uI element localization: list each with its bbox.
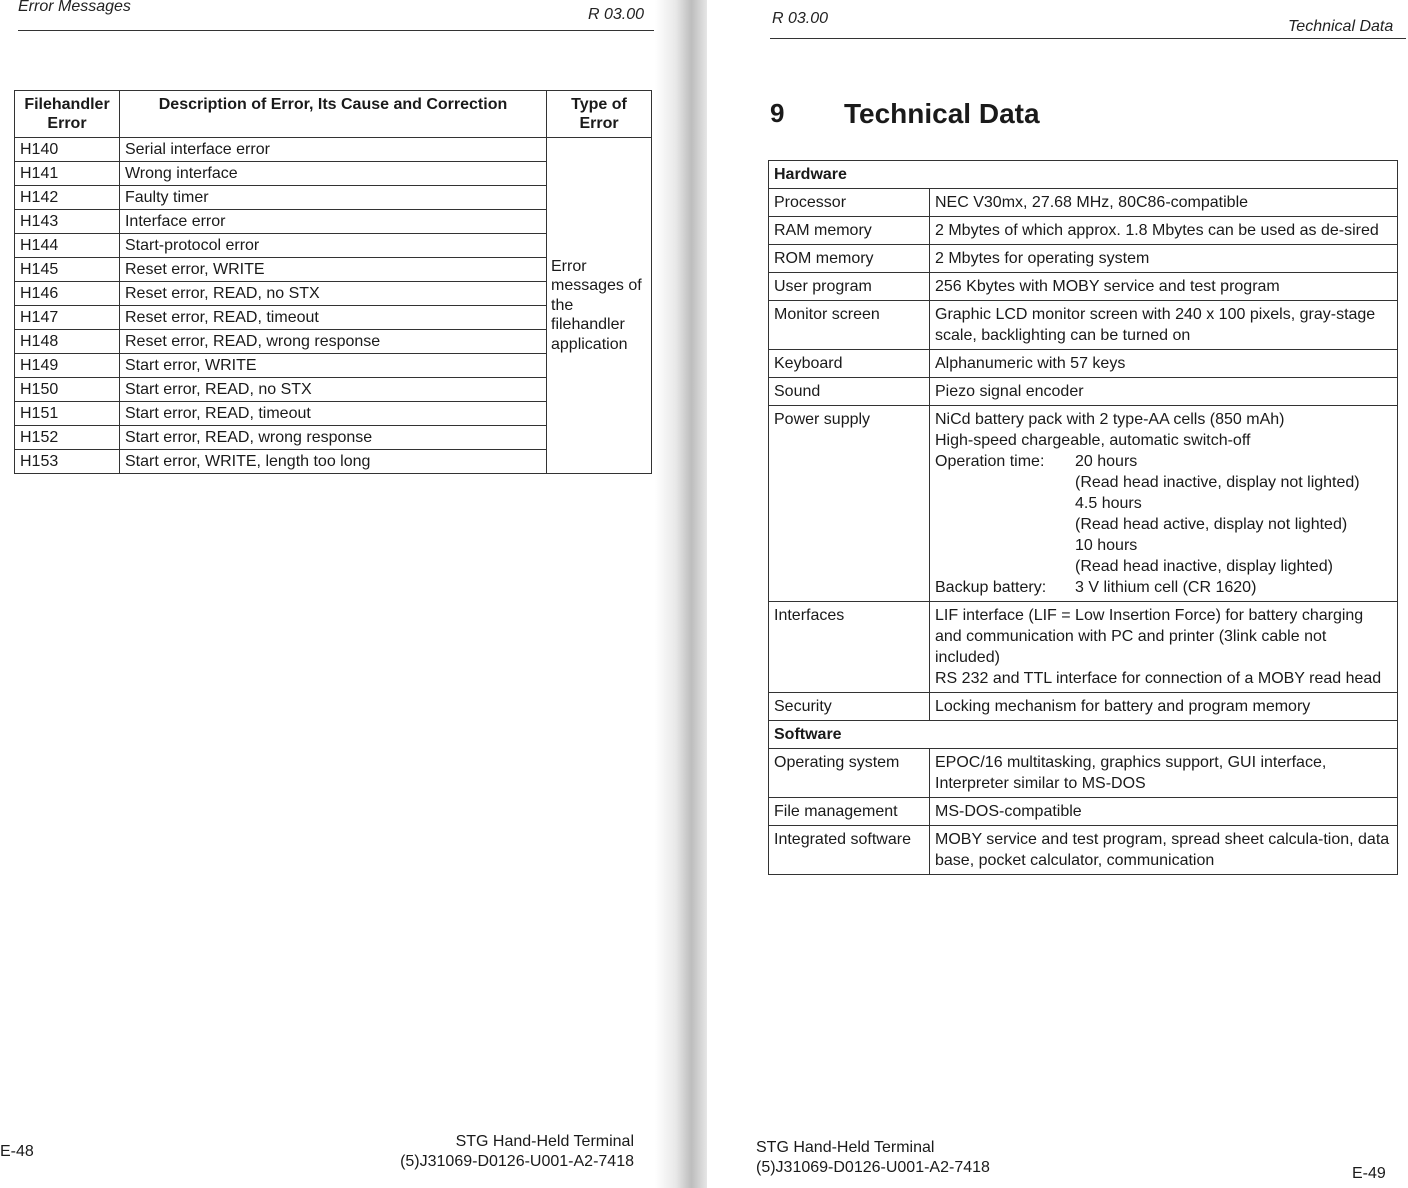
- page-number: E-48: [0, 1143, 34, 1160]
- right-page: [700, 0, 1408, 1188]
- footer-order-number: (5)J31069-D0126-U001-A2-7418: [756, 1159, 990, 1176]
- row-key: Security: [769, 693, 930, 721]
- interface-line: LIF interface (LIF = Low Insertion Force) for battery charging and communication with PC and printer (3link cable not included): [935, 607, 1364, 666]
- row-key: Processor: [769, 189, 930, 217]
- operation-time-value: 4.5 hours: [1075, 495, 1142, 512]
- error-code: H148: [15, 330, 120, 354]
- backup-battery-value: 3 V lithium cell (CR 1620): [1075, 579, 1257, 596]
- error-code: H147: [15, 306, 120, 330]
- operation-time-note: (Read head active, display not lighted): [1075, 516, 1348, 533]
- error-code: H146: [15, 282, 120, 306]
- error-code: H142: [15, 186, 120, 210]
- footer-product: STG Hand-Held Terminal: [756, 1139, 935, 1156]
- interface-line: RS 232 and TTL interface for connection of a MOBY read head: [935, 670, 1382, 687]
- operation-time: [935, 451, 1392, 472]
- col-header-type: Type of Error: [547, 91, 652, 138]
- table-row: [769, 245, 1398, 273]
- left-page: [0, 0, 660, 1188]
- row-value: MS-DOS-compatible: [930, 798, 1398, 826]
- operation-time-value: 20 hours: [1075, 453, 1138, 470]
- error-type: Error messages of the filehandler application: [547, 138, 652, 474]
- row-key: Monitor screen: [769, 301, 930, 350]
- error-description: Faulty timer: [119, 186, 546, 210]
- error-code: H141: [15, 162, 120, 186]
- error-description: Reset error, READ, wrong response: [119, 330, 546, 354]
- row-key: RAM memory: [769, 217, 930, 245]
- chapter-number: 9: [770, 98, 785, 128]
- error-description: Reset error, WRITE: [119, 258, 546, 282]
- table-row: [769, 301, 1398, 350]
- operation-time-label: Operation time:: [935, 453, 1045, 470]
- section-row-hardware: [769, 161, 1398, 189]
- error-code: H150: [15, 378, 120, 402]
- row-value: Locking mechanism for battery and program memory: [930, 693, 1398, 721]
- row-key: Keyboard: [769, 350, 930, 378]
- table-row: [769, 189, 1398, 217]
- error-code: H140: [15, 138, 120, 162]
- hardware-rows: [769, 189, 1398, 406]
- row-value: EPOC/16 multitasking, graphics support, GUI interface, Interpreter similar to MS-DOS: [930, 749, 1398, 798]
- error-code: H151: [15, 402, 120, 426]
- error-description: Start error, WRITE: [119, 354, 546, 378]
- row-value-power-supply: [930, 406, 1398, 602]
- row-value: Alphanumeric with 57 keys: [930, 350, 1398, 378]
- header-rule: [770, 38, 1406, 39]
- backup-battery-label: Backup battery:: [935, 579, 1047, 596]
- row-key: Sound: [769, 378, 930, 406]
- operation-time-note: (Read head inactive, display lighted): [1075, 558, 1333, 575]
- error-code: H152: [15, 426, 120, 450]
- row-value: Graphic LCD monitor screen with 240 x 100 pixels, gray-stage scale, backlighting can be turned on: [930, 301, 1398, 350]
- operation-time-note: (Read head inactive, display not lighted): [1075, 474, 1360, 491]
- error-description: Start-protocol error: [119, 234, 546, 258]
- row-value: Piezo signal encoder: [930, 378, 1398, 406]
- table-row: [769, 826, 1398, 875]
- table-row-security: [769, 693, 1398, 721]
- error-code: H145: [15, 258, 120, 282]
- row-key: Power supply: [769, 406, 930, 602]
- error-description: Serial interface error: [119, 138, 546, 162]
- row-key: Operating system: [769, 749, 930, 798]
- error-table-header: [15, 91, 652, 138]
- running-header-revision: R 03.00: [772, 10, 829, 27]
- table-row-interfaces: [769, 602, 1398, 693]
- row-key: User program: [769, 273, 930, 301]
- error-table: [14, 90, 652, 474]
- section-hardware: Hardware: [769, 161, 1398, 189]
- error-code: H143: [15, 210, 120, 234]
- error-code: H153: [15, 450, 120, 474]
- row-value: 2 Mbytes for operating system: [930, 245, 1398, 273]
- table-row: [15, 138, 652, 162]
- power-line: High-speed chargeable, automatic switch-off: [935, 432, 1251, 449]
- chapter-title: Technical Data: [844, 98, 1040, 129]
- table-row: [769, 273, 1398, 301]
- header-rule: [18, 30, 654, 31]
- row-value: NEC V30mx, 27.68 MHz, 80C86-compatible: [930, 189, 1398, 217]
- row-key: Integrated software: [769, 826, 930, 875]
- power-line: NiCd battery pack with 2 type-AA cells (850 mAh): [935, 411, 1285, 428]
- operation-time-value: 10 hours: [1075, 537, 1138, 554]
- running-header-title: Error Messages: [18, 0, 131, 15]
- error-description: Reset error, READ, timeout: [119, 306, 546, 330]
- error-table-body: [15, 138, 652, 474]
- table-row-power-supply: [769, 406, 1398, 602]
- page-number: E-49: [1352, 1165, 1386, 1182]
- software-rows: [769, 749, 1398, 875]
- section-row-software: [769, 721, 1398, 749]
- table-row: [769, 798, 1398, 826]
- running-header-title: Technical Data: [1288, 18, 1394, 35]
- row-value: 2 Mbytes of which approx. 1.8 Mbytes can be used as de-sired: [930, 217, 1398, 245]
- footer-product: STG Hand-Held Terminal: [455, 1133, 634, 1150]
- footer-block: [392, 1132, 634, 1172]
- section-software: Software: [769, 721, 1398, 749]
- row-key: File management: [769, 798, 930, 826]
- technical-data-table: [768, 160, 1398, 875]
- row-key: ROM memory: [769, 245, 930, 273]
- table-row: [769, 217, 1398, 245]
- error-description: Start error, WRITE, length too long: [119, 450, 546, 474]
- error-description: Start error, READ, wrong response: [119, 426, 546, 450]
- error-description: Start error, READ, timeout: [119, 402, 546, 426]
- error-description: Interface error: [119, 210, 546, 234]
- backup-battery: [935, 577, 1392, 598]
- row-value: 256 Kbytes with MOBY service and test program: [930, 273, 1398, 301]
- footer-order-number: (5)J31069-D0126-U001-A2-7418: [400, 1153, 634, 1170]
- col-header-code: Filehandler Error: [15, 91, 120, 138]
- footer-block: [756, 1138, 990, 1178]
- error-code: H144: [15, 234, 120, 258]
- table-row: [769, 378, 1398, 406]
- table-row: [769, 749, 1398, 798]
- row-value: MOBY service and test program, spread sheet calcula-tion, data base, pocket calculator, communication: [930, 826, 1398, 875]
- row-value-interfaces: [930, 602, 1398, 693]
- error-code: H149: [15, 354, 120, 378]
- error-description: Reset error, READ, no STX: [119, 282, 546, 306]
- col-header-description: Description of Error, Its Cause and Correction: [119, 91, 546, 138]
- error-description: Start error, READ, no STX: [119, 378, 546, 402]
- error-description: Wrong interface: [119, 162, 546, 186]
- running-header-revision: R 03.00: [588, 6, 645, 23]
- table-row: [769, 350, 1398, 378]
- row-key: Interfaces: [769, 602, 930, 693]
